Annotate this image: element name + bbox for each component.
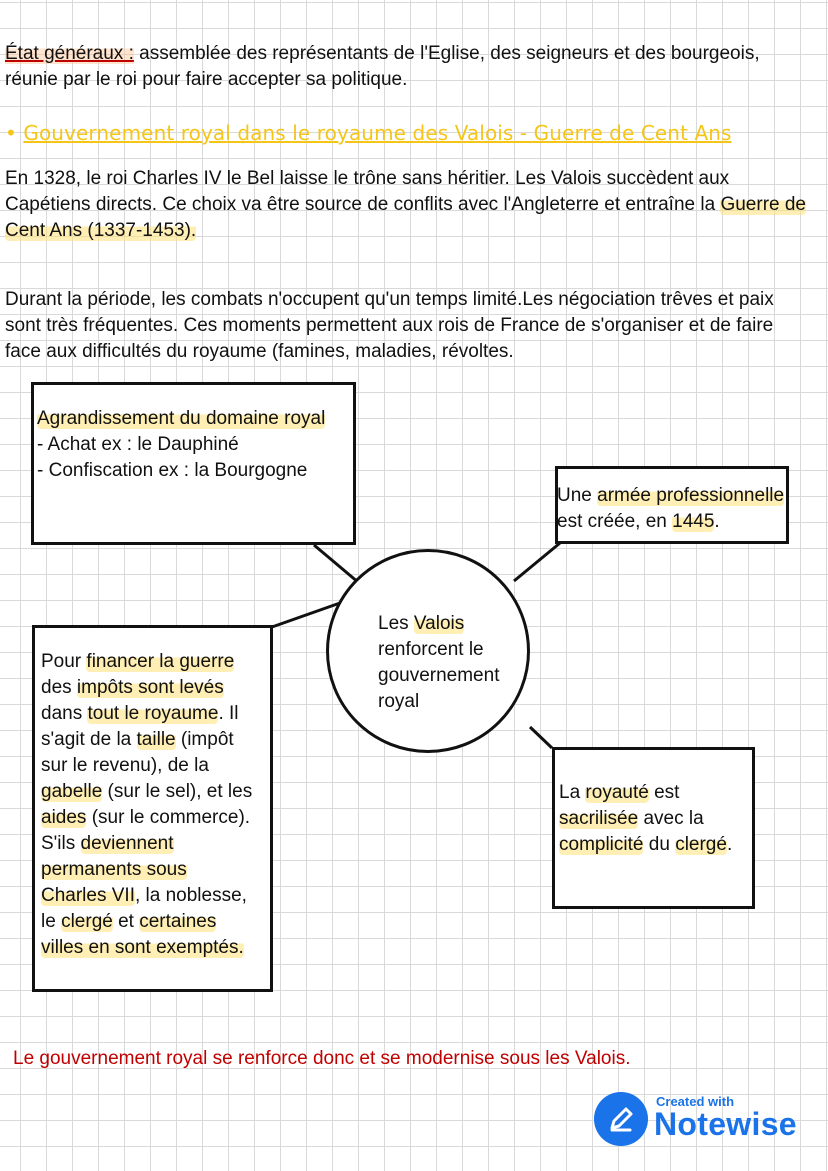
box-army-t2a: est créée, en [557,511,673,532]
center-t2: renforcent le [378,639,484,660]
center-t1a: Les [378,613,414,634]
royalty-t2a: sacrilisée [559,808,639,829]
center-t1b: Valois [413,613,465,634]
paragraph1-line1 [5,166,729,192]
royalty-t1c: est [648,782,680,803]
taxes-t8b: deviennent [80,833,174,854]
taxes-t2b: impôts sont levés [76,677,224,698]
taxes-t4a: s'agit de la [41,729,137,750]
box-army-text [557,483,784,535]
taxes-t2a: des [41,677,77,698]
royalty-t3c: clergé [675,834,727,855]
connector-royalty [530,727,552,748]
logo-notewise: Notewise [654,1106,797,1142]
taxes-t8a: S'ils [41,833,81,854]
taxes-t11d: certaines [139,911,217,932]
definition-line-2 [5,67,407,93]
bullet-icon: • [5,121,17,145]
definition [5,41,760,67]
taxes-t7b: (sur le commerce). [86,807,251,828]
box-royalty-text [559,780,732,858]
highlight-guerre: Guerre de [720,194,806,215]
taxes-t4c: (impôt [175,729,234,750]
box-domain-item2: - Confiscation ex : la Bourgogne [37,460,308,481]
taxes-t3a: dans [41,703,88,724]
paragraph1-text-3: Cent Ans (1337-1453). [5,220,197,241]
taxes-t12: villes en sont exemptés. [41,937,244,958]
taxes-t11a: le [41,911,62,932]
pencil-icon [594,1092,648,1146]
taxes-t6a: gabelle [41,781,103,802]
taxes-t10a: Charles VII [41,885,135,906]
paragraph1-line2 [5,192,806,218]
paragraph1-line3 [5,218,196,244]
taxes-t6b: (sur le sel), et les [102,781,253,802]
center-t4: royal [378,691,420,712]
paragraph2-text-2: sont très fréquentes. Ces moments permettent aux rois de France de s'organiser et de faire [5,315,774,336]
definition-term: État généraux : [5,43,134,64]
box-army-t1a: Une [557,485,598,506]
section-title [5,121,732,145]
paragraph2-line3 [5,339,514,365]
royalty-t3b: du [643,834,676,855]
paragraph2-text-3: face aux difficultés du royaume (famines, maladies, révoltes. [5,341,514,362]
taxes-t3b: tout le royaume [87,703,219,724]
definition-text-1: assemblée des représentants de l'Eglise, des seigneurs et des bourgeois, [133,43,760,64]
taxes-t3c: . Il [218,703,239,724]
royalty-t1a: La [559,782,586,803]
taxes-t1b: financer la guerre [86,651,235,672]
connector-army [514,543,560,581]
taxes-t1a: Pour [41,651,87,672]
taxes-t10b: , la noblesse, [134,885,247,906]
taxes-t11c: et [112,911,140,932]
box-domain-text [37,406,325,484]
paragraph2-text-1: Durant la période, les combats n'occupent qu'un temps limité.Les négociation trêves et paix [5,289,774,310]
royalty-t2b: avec la [638,808,704,829]
paragraph2-line2 [5,313,773,339]
paragraph2-line1 [5,287,774,313]
taxes-t4b: taille [136,729,176,750]
section-title-text: Gouvernement royal dans le royaume des Valois - Guerre de Cent Ans [23,121,732,145]
royalty-t3d: . [726,834,733,855]
taxes-t7a: aides [41,807,87,828]
center-t3: gouvernement [378,665,500,686]
royalty-t3a: complicité [559,834,644,855]
box-domain-item1: - Achat ex : le Dauphiné [37,434,239,455]
box-domain-title: Agrandissement du domaine royal [37,408,326,429]
conclusion: Le gouvernement royal se renforce donc et se modernise sous les Valois. [13,1048,631,1069]
taxes-t9: permanents sous [41,859,187,880]
logo-created-with: Created with [656,1094,735,1109]
box-army-t2c: . [714,511,720,532]
taxes-t11b: clergé [61,911,113,932]
notewise-logo [594,1092,806,1148]
box-taxes-text [41,649,252,961]
royalty-t1b: royauté [585,782,649,803]
taxes-t5: sur le revenu), de la [41,755,209,776]
box-army-t2b: 1445 [672,511,715,532]
definition-text-2: réunie par le roi pour faire accepter sa politique. [5,69,408,90]
center-text [378,611,499,715]
paragraph1-text-1: En 1328, le roi Charles IV le Bel laisse le trône sans héritier. Les Valois succèdent aux [5,168,730,189]
paragraph1-text-2a: Capétiens directs. Ce choix va être source de conflits avec l'Angleterre et entraîne la [5,194,721,215]
box-army-t1b: armée professionnelle [597,485,785,506]
